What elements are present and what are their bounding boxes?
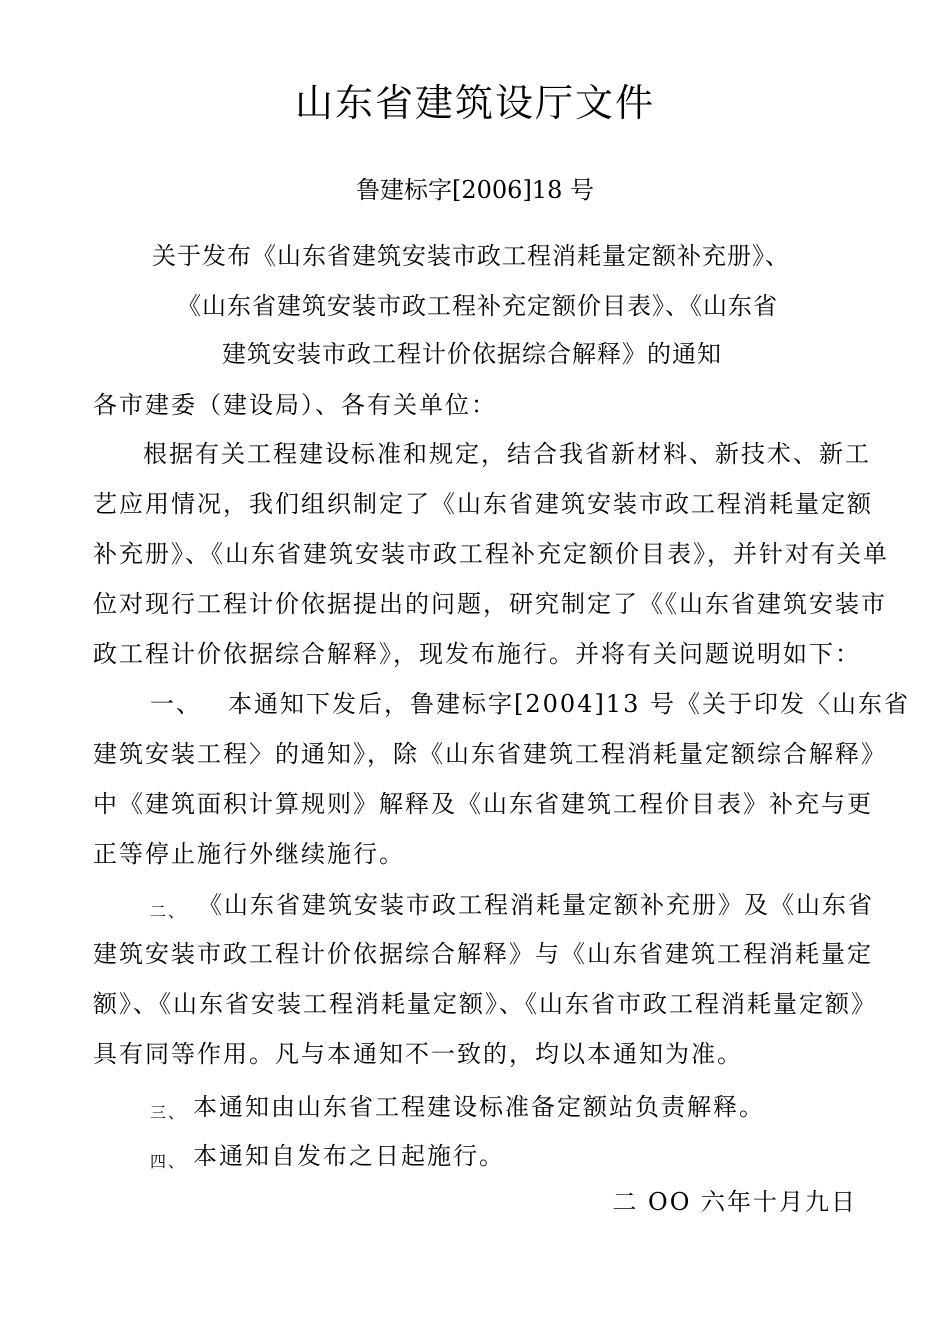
subject-line-1: 关于发布《山东省建筑安装市政工程消耗量定额补充册》、 — [152, 242, 790, 270]
document-date: 二 OO 六年十月九日 — [612, 1188, 857, 1216]
document-number: 鲁建标字[2006]18 号 — [356, 176, 594, 204]
subject-line-2: 《山东省建筑安装市政工程补充定额价目表》、《山东省 — [177, 292, 778, 320]
subject-line-3: 建筑安装市政工程计价依据综合解释》的通知 — [222, 340, 722, 368]
intro-line-1: 根据有关工程建设标准和规定，结合我省新材料、新技术、新工 — [143, 440, 871, 468]
item-1-line-4: 正等停止施行外继续施行。 — [93, 840, 405, 868]
item-2-line-4: 具有同等作用。凡与本通知不一致的，均以本通知为准。 — [93, 1040, 743, 1068]
intro-line-4: 位对现行工程计价依据提出的问题，研究制定了《《山东省建筑安装市 — [93, 590, 887, 618]
item-1-line-3: 中《建筑面积计算规则》解释及《山东省建筑工程价目表》补充与更 — [93, 790, 873, 818]
addressee: 各市建委（建设局）、各有关单位： — [93, 391, 497, 419]
item-2-line-3: 额》、《山东省安装工程消耗量定额》、《山东省市政工程消耗量定额》 — [93, 990, 877, 1018]
intro-line-3: 补充册》、《山东省建筑安装市政工程补充定额价目表》，并针对有关单 — [93, 540, 889, 568]
item-3-marker: 三、 — [150, 1103, 187, 1122]
item-4-marker: 四、 — [150, 1152, 187, 1171]
item-2-line-1: 《山东省建筑安装市政工程消耗量定额补充册》及《山东省 — [198, 891, 874, 919]
item-4-text: 本通知自发布之日起施行。 — [193, 1142, 505, 1170]
item-2-marker: 二、 — [150, 902, 187, 921]
item-1-marker: 一、 — [150, 690, 202, 718]
item-1-line-2: 建筑安装工程〉的通知》，除《山东省建筑工程消耗量定额综合解释》 — [93, 740, 887, 768]
intro-line-5: 政工程计价依据综合解释》，现发布施行。并将有关问题说明如下： — [93, 640, 861, 668]
document-title: 山东省建筑设厅文件 — [294, 81, 655, 125]
item-2-line-2: 建筑安装市政工程计价依据综合解释》与《山东省建筑工程消耗量定 — [93, 940, 873, 968]
item-3-text: 本通知由山东省工程建设标准备定额站负责解释。 — [193, 1093, 765, 1121]
intro-line-2: 艺应用情况，我们组织制定了《山东省建筑安装市政工程消耗量定额 — [93, 490, 873, 518]
item-1-line-1: 本通知下发后，鲁建标字[2004]13 号《关于印发〈山东省 — [228, 690, 910, 718]
